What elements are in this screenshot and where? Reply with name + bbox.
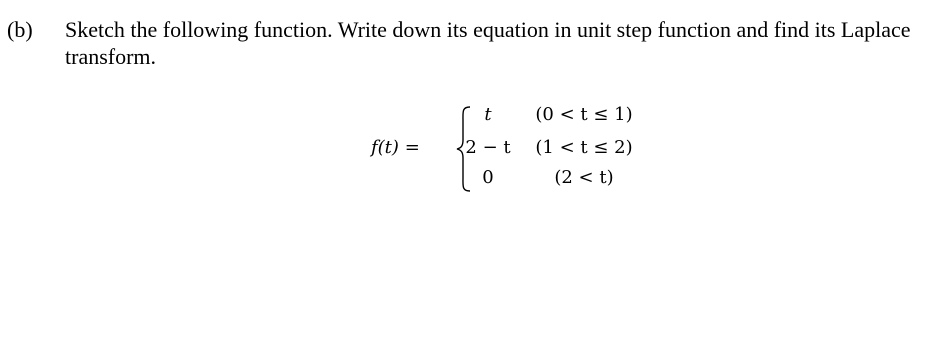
piecewise-equation xyxy=(371,104,671,196)
equals-sign: = xyxy=(404,137,420,158)
case-condition: (2 < t) xyxy=(554,167,614,188)
case-expression: 2 − t xyxy=(465,137,511,158)
case-expression: 0 xyxy=(482,167,494,188)
question-label: (b) xyxy=(7,17,33,42)
function-name: f(t) xyxy=(371,137,399,158)
equation-lhs xyxy=(371,137,420,158)
question-block xyxy=(7,16,927,70)
case-expression: t xyxy=(484,104,492,125)
case-condition: (0 < t ≤ 1) xyxy=(535,104,633,125)
case-condition: (1 < t ≤ 2) xyxy=(535,137,633,158)
question-text: Sketch the following function. Write down its equation in unit step function and find its Laplace transform. xyxy=(65,17,911,69)
